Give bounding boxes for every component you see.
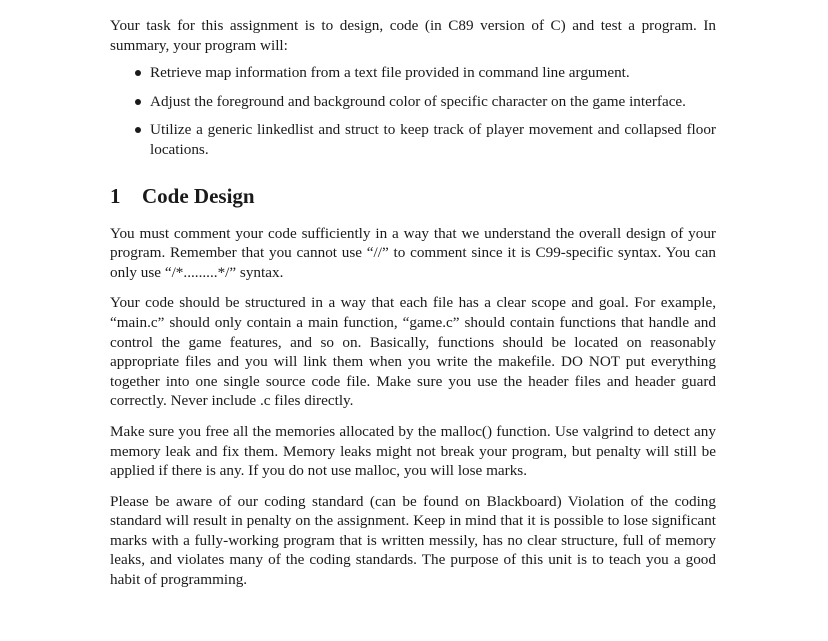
summary-list xyxy=(110,63,716,159)
paragraph-memory: Make sure you free all the memories allocated by the malloc() function. Use valgrind to detect any memory leak and fix them. Memory leaks might not break your program, but penalty will still be applied if there is any. If you do not use malloc, you will lose marks. xyxy=(110,422,716,480)
intro-paragraph: Your task for this assignment is to design, code (in C89 version of C) and test a program. In summary, your program will: xyxy=(110,17,716,54)
section-heading xyxy=(110,184,716,208)
list-item: Retrieve map information from a text file provided in command line argument. xyxy=(150,63,716,83)
list-item: Adjust the foreground and background color of specific character on the game interface. xyxy=(150,92,716,112)
paragraph-standard: Please be aware of our coding standard (can be found on Blackboard) Violation of the coding standard will result in penalty on the assignment. Keep in mind that it is possible to lose significant marks with a fully-working program that is written messily, has no clear structure, full of memory leaks, and violates many of the coding standards. The purpose of this unit is to teach you a good habit of programming. xyxy=(110,492,716,589)
section-number: 1 xyxy=(110,183,121,208)
bullet-icon xyxy=(135,70,141,76)
section-title: Code Design xyxy=(142,183,255,208)
list-item: Utilize a generic linkedlist and struct to keep track of player movement and collapsed floor locations. xyxy=(150,120,716,159)
bullet-icon xyxy=(135,99,141,105)
paragraph-comments: You must comment your code sufficiently in a way that we understand the overall design of your program. Remember that you cannot use “//” to comment since it is C99-specific syntax. You can only use “/*.........*/” syntax. xyxy=(110,224,716,281)
document-body xyxy=(110,16,716,601)
bullet-icon xyxy=(135,127,141,133)
paragraph-structure: Your code should be structured in a way that each file has a clear scope and goal. For example, “main.c” should only contain a main function, “game.c” should contain functions that handle and control the game features, and so on. Basically, functions should be located on reasonably appropriate files and you will link them when you write the makefile. DO NOT put everything together into one single source code file. Make sure you use the header files and header guard correctly. Never include .c files directly. xyxy=(110,294,716,410)
